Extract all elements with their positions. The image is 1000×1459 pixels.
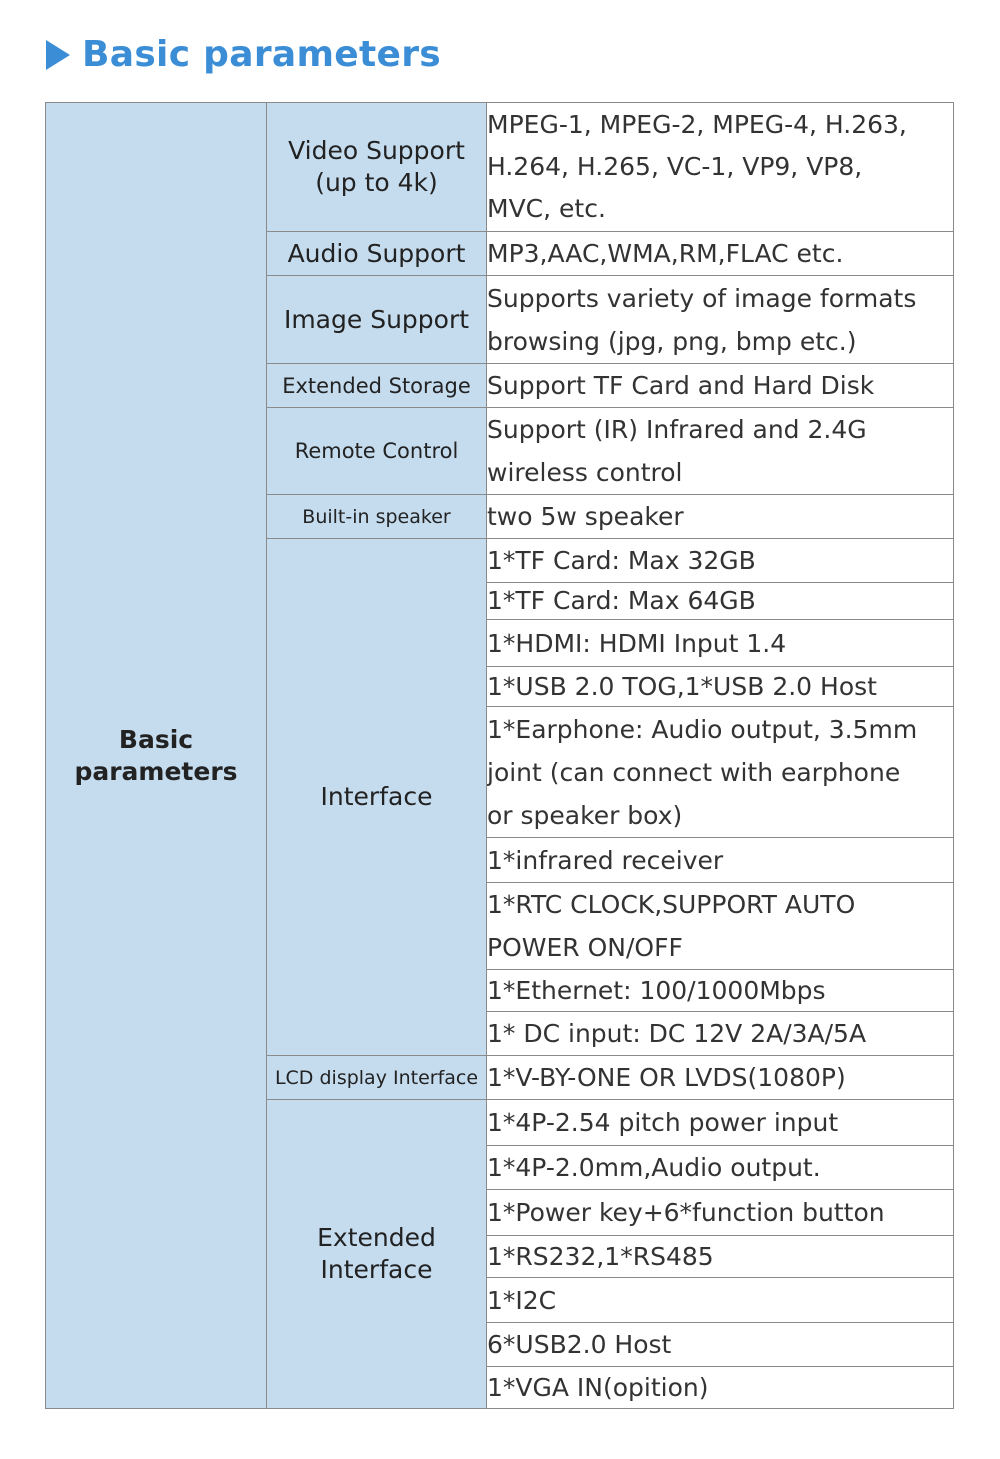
value-interface-7: 1*Ethernet: 100/1000Mbps bbox=[487, 970, 954, 1012]
value-interface-8: 1* DC input: DC 12V 2A/3A/5A bbox=[487, 1012, 954, 1056]
value-interface-5: 1*infrared receiver bbox=[487, 838, 954, 883]
label-image: Image Support bbox=[267, 276, 487, 364]
label-speaker: Built-in speaker bbox=[267, 495, 487, 539]
label-interface: Interface bbox=[267, 539, 487, 1056]
play-triangle-icon bbox=[46, 40, 70, 70]
table-row bbox=[46, 103, 954, 232]
label-lcd: LCD display Interface bbox=[267, 1056, 487, 1100]
value-speaker: two 5w speaker bbox=[487, 495, 954, 539]
value-interface-1: 1*TF Card: Max 64GB bbox=[487, 583, 954, 620]
category-cell: Basic parameters bbox=[46, 103, 267, 1409]
value-ext-2: 1*Power key+6*function button bbox=[487, 1190, 954, 1236]
value-storage: Support TF Card and Hard Disk bbox=[487, 364, 954, 408]
value-audio: MP3,AAC,WMA,RM,FLAC etc. bbox=[487, 232, 954, 276]
value-ext-6: 1*VGA IN(opition) bbox=[487, 1367, 954, 1409]
value-lcd: 1*V-BY-ONE OR LVDS(1080P) bbox=[487, 1056, 954, 1100]
label-extended: Extended Interface bbox=[267, 1100, 487, 1409]
section-title: Basic parameters bbox=[82, 34, 442, 75]
value-video: MPEG-1, MPEG-2, MPEG-4, H.263, H.264, H.265, VC-1, VP9, VP8, MVC, etc. bbox=[487, 103, 954, 232]
value-interface-2: 1*HDMI: HDMI Input 1.4 bbox=[487, 620, 954, 667]
label-storage: Extended Storage bbox=[267, 364, 487, 408]
value-remote: Support (IR) Infrared and 2.4G wireless control bbox=[487, 408, 954, 495]
value-interface-0: 1*TF Card: Max 32GB bbox=[487, 539, 954, 583]
label-audio: Audio Support bbox=[267, 232, 487, 276]
section-heading bbox=[46, 34, 441, 75]
value-ext-3: 1*RS232,1*RS485 bbox=[487, 1236, 954, 1278]
value-ext-1: 1*4P-2.0mm,Audio output. bbox=[487, 1146, 954, 1190]
spec-table bbox=[45, 102, 954, 1409]
value-interface-3: 1*USB 2.0 TOG,1*USB 2.0 Host bbox=[487, 667, 954, 707]
value-ext-5: 6*USB2.0 Host bbox=[487, 1323, 954, 1367]
value-interface-4: 1*Earphone: Audio output, 3.5mm joint (can connect with earphone or speaker box) bbox=[487, 707, 954, 838]
value-ext-0: 1*4P-2.54 pitch power input bbox=[487, 1100, 954, 1146]
label-remote: Remote Control bbox=[267, 408, 487, 495]
value-interface-6: 1*RTC CLOCK,SUPPORT AUTO POWER ON/OFF bbox=[487, 883, 954, 970]
value-image: Supports variety of image formats browsing (jpg, png, bmp etc.) bbox=[487, 276, 954, 364]
label-video: Video Support (up to 4k) bbox=[267, 103, 487, 232]
value-ext-4: 1*I2C bbox=[487, 1278, 954, 1323]
